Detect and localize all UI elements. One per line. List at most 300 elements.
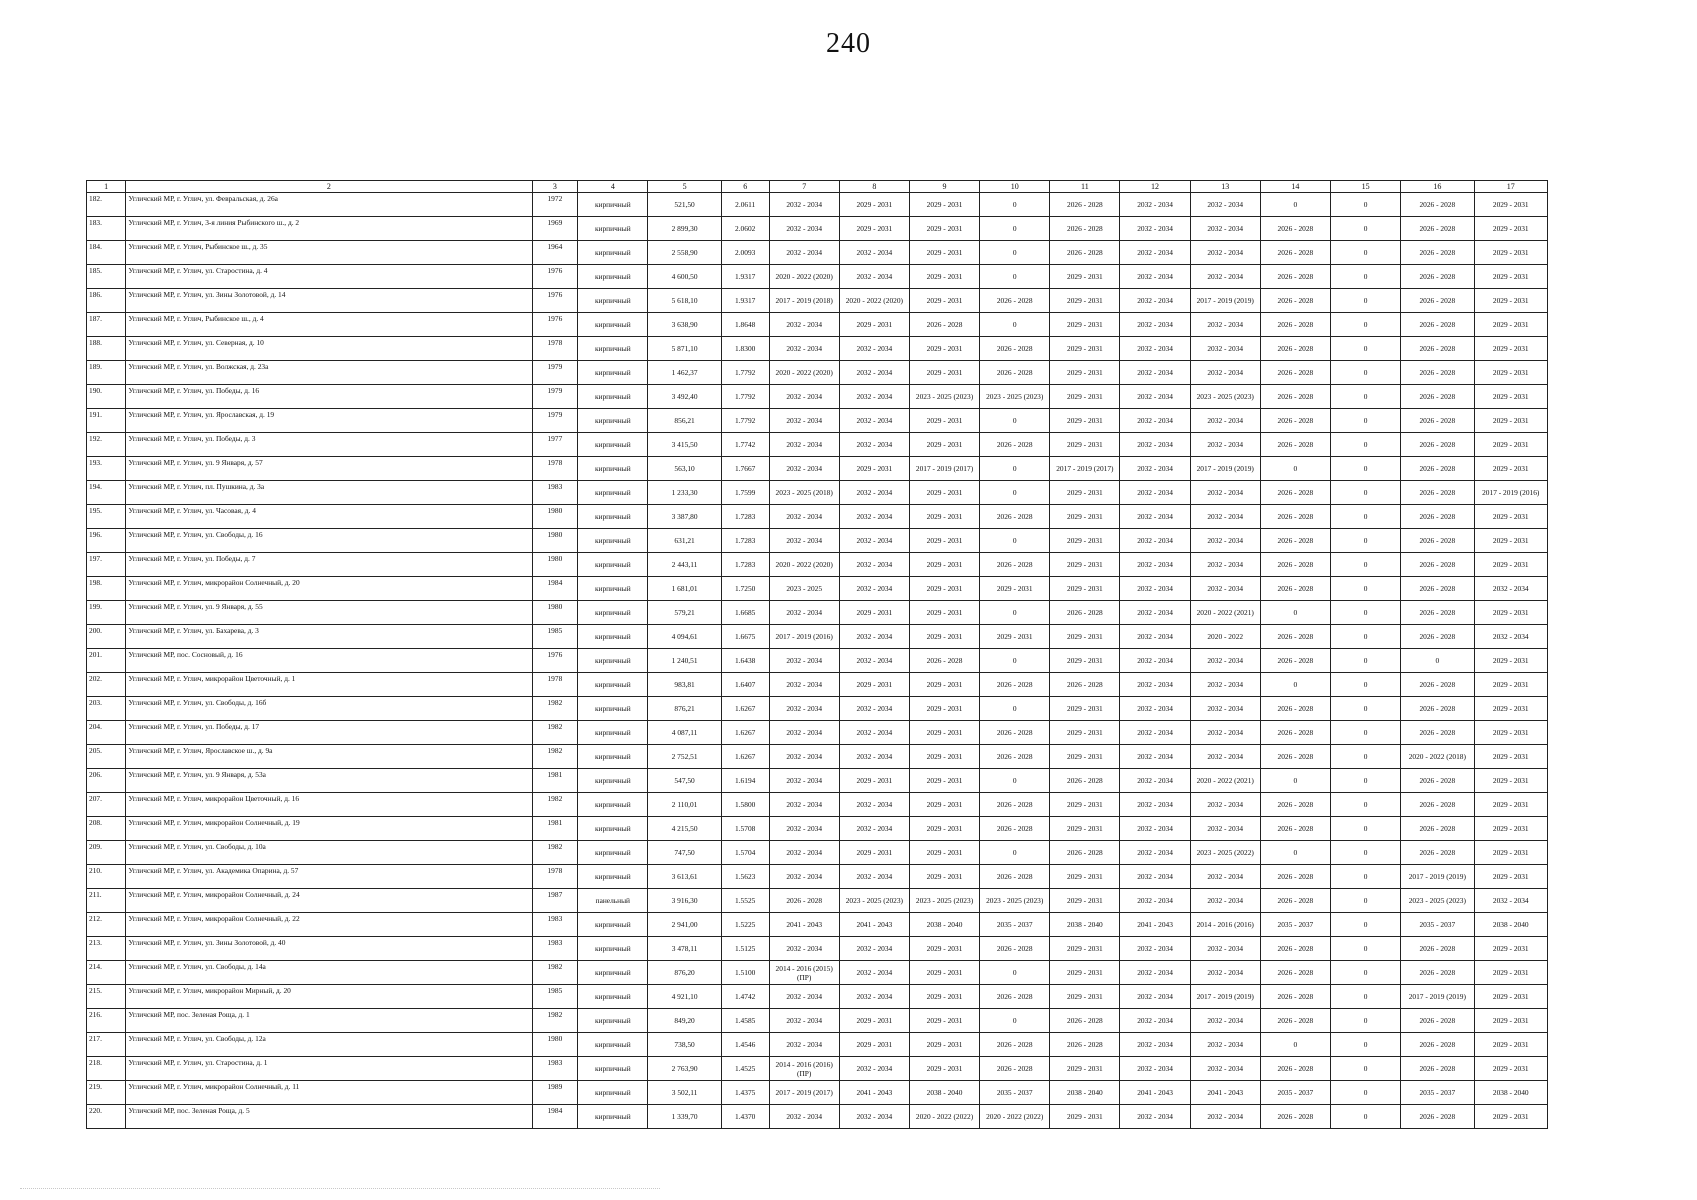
cell-period-11: 2026 - 2028 bbox=[1050, 673, 1120, 697]
cell-period-16: 2026 - 2028 bbox=[1401, 217, 1474, 241]
cell-period-10: 2029 - 2031 bbox=[980, 577, 1050, 601]
cell-period-16: 2026 - 2028 bbox=[1401, 817, 1474, 841]
cell-period-9: 2029 - 2031 bbox=[909, 241, 979, 265]
cell-period-15: 0 bbox=[1330, 865, 1400, 889]
cell-build-year: 1981 bbox=[532, 769, 578, 793]
cell-period-7: 2041 - 2043 bbox=[769, 913, 839, 937]
cell-period-12: 2041 - 2043 bbox=[1120, 913, 1190, 937]
cell-coefficient: 1.7792 bbox=[721, 385, 769, 409]
cell-period-7: 2032 - 2034 bbox=[769, 241, 839, 265]
cell-period-11: 2029 - 2031 bbox=[1050, 313, 1120, 337]
cell-area: 3 916,30 bbox=[648, 889, 721, 913]
cell-period-14: 2026 - 2028 bbox=[1260, 313, 1330, 337]
cell-address: Угличский МР, г. Углич, ул. Свободы, д. 10а bbox=[126, 841, 532, 865]
cell-period-10: 0 bbox=[980, 961, 1050, 985]
cell-area: 4 921,10 bbox=[648, 985, 721, 1009]
cell-period-17: 2038 - 2040 bbox=[1474, 1081, 1547, 1105]
cell-period-10: 0 bbox=[980, 697, 1050, 721]
cell-period-15: 0 bbox=[1330, 217, 1400, 241]
cell-period-15: 0 bbox=[1330, 1033, 1400, 1057]
column-header: 15 bbox=[1330, 181, 1400, 193]
cell-period-14: 2026 - 2028 bbox=[1260, 985, 1330, 1009]
cell-address: Угличский МР, г. Углич, ул. Победы, д. 16 bbox=[126, 385, 532, 409]
cell-period-9: 2026 - 2028 bbox=[909, 649, 979, 673]
column-header: 1 bbox=[87, 181, 126, 193]
cell-address: Угличский МР, г. Углич, Рыбинское ш., д. 4 bbox=[126, 313, 532, 337]
cell-period-16: 2026 - 2028 bbox=[1401, 769, 1474, 793]
cell-period-17: 2029 - 2031 bbox=[1474, 505, 1547, 529]
cell-period-8: 2029 - 2031 bbox=[839, 217, 909, 241]
cell-build-year: 1982 bbox=[532, 961, 578, 985]
cell-area: 5 618,10 bbox=[648, 289, 721, 313]
cell-period-11: 2029 - 2031 bbox=[1050, 889, 1120, 913]
cell-wall-material: кирпичный bbox=[578, 841, 648, 865]
table-row bbox=[87, 961, 1548, 985]
cell-period-14: 2026 - 2028 bbox=[1260, 937, 1330, 961]
cell-period-10: 0 bbox=[980, 313, 1050, 337]
cell-period-10: 0 bbox=[980, 529, 1050, 553]
cell-coefficient: 1.5704 bbox=[721, 841, 769, 865]
cell-period-14: 2026 - 2028 bbox=[1260, 529, 1330, 553]
cell-build-year: 1980 bbox=[532, 529, 578, 553]
cell-period-15: 0 bbox=[1330, 481, 1400, 505]
cell-period-14: 0 bbox=[1260, 673, 1330, 697]
cell-period-9: 2029 - 2031 bbox=[909, 961, 979, 985]
cell-period-12: 2032 - 2034 bbox=[1120, 817, 1190, 841]
cell-period-14: 2026 - 2028 bbox=[1260, 625, 1330, 649]
table-row bbox=[87, 673, 1548, 697]
cell-period-7: 2020 - 2022 (2020) bbox=[769, 361, 839, 385]
cell-area: 4 215,50 bbox=[648, 817, 721, 841]
cell-period-14: 2026 - 2028 bbox=[1260, 649, 1330, 673]
cell-period-8: 2032 - 2034 bbox=[839, 937, 909, 961]
cell-period-7: 2032 - 2034 bbox=[769, 217, 839, 241]
cell-period-17: 2038 - 2040 bbox=[1474, 913, 1547, 937]
cell-period-17: 2029 - 2031 bbox=[1474, 937, 1547, 961]
cell-coefficient: 2.0093 bbox=[721, 241, 769, 265]
cell-period-16: 2026 - 2028 bbox=[1401, 457, 1474, 481]
cell-period-13: 2032 - 2034 bbox=[1190, 241, 1260, 265]
cell-period-17: 2029 - 2031 bbox=[1474, 553, 1547, 577]
cell-period-9: 2038 - 2040 bbox=[909, 1081, 979, 1105]
cell-period-12: 2032 - 2034 bbox=[1120, 217, 1190, 241]
cell-period-11: 2029 - 2031 bbox=[1050, 433, 1120, 457]
cell-wall-material: кирпичный bbox=[578, 1057, 648, 1081]
cell-period-15: 0 bbox=[1330, 409, 1400, 433]
cell-row-number: 210. bbox=[87, 865, 126, 889]
cell-row-number: 197. bbox=[87, 553, 126, 577]
cell-coefficient: 1.5708 bbox=[721, 817, 769, 841]
cell-period-9: 2029 - 2031 bbox=[909, 865, 979, 889]
cell-period-15: 0 bbox=[1330, 313, 1400, 337]
cell-period-13: 2017 - 2019 (2019) bbox=[1190, 289, 1260, 313]
cell-period-7: 2020 - 2022 (2020) bbox=[769, 553, 839, 577]
cell-period-17: 2029 - 2031 bbox=[1474, 361, 1547, 385]
cell-wall-material: кирпичный bbox=[578, 481, 648, 505]
cell-wall-material: кирпичный bbox=[578, 1033, 648, 1057]
cell-period-9: 2029 - 2031 bbox=[909, 361, 979, 385]
cell-period-16: 2023 - 2025 (2023) bbox=[1401, 889, 1474, 913]
cell-period-16: 2026 - 2028 bbox=[1401, 625, 1474, 649]
cell-wall-material: кирпичный bbox=[578, 817, 648, 841]
cell-address: Угличский МР, г. Углич, ул. Февральская, д. 26а bbox=[126, 193, 532, 217]
cell-period-13: 2032 - 2034 bbox=[1190, 649, 1260, 673]
cell-address: Угличский МР, г. Углич, ул. Старостина, д. 1 bbox=[126, 1057, 532, 1081]
cell-address: Угличский МР, г. Углич, ул. Победы, д. 17 bbox=[126, 721, 532, 745]
cell-coefficient: 1.6267 bbox=[721, 745, 769, 769]
cell-wall-material: кирпичный bbox=[578, 721, 648, 745]
cell-address: Угличский МР, г. Углич, ул. Свободы, д. 12а bbox=[126, 1033, 532, 1057]
cell-period-14: 2026 - 2028 bbox=[1260, 721, 1330, 745]
table-row bbox=[87, 601, 1548, 625]
cell-period-8: 2032 - 2034 bbox=[839, 337, 909, 361]
cell-period-8: 2032 - 2034 bbox=[839, 721, 909, 745]
cell-period-17: 2029 - 2031 bbox=[1474, 1033, 1547, 1057]
cell-row-number: 207. bbox=[87, 793, 126, 817]
cell-coefficient: 1.6194 bbox=[721, 769, 769, 793]
cell-period-17: 2029 - 2031 bbox=[1474, 985, 1547, 1009]
cell-period-11: 2029 - 2031 bbox=[1050, 985, 1120, 1009]
cell-period-16: 2017 - 2019 (2019) bbox=[1401, 985, 1474, 1009]
cell-period-15: 0 bbox=[1330, 985, 1400, 1009]
cell-period-13: 2023 - 2025 (2022) bbox=[1190, 841, 1260, 865]
cell-period-15: 0 bbox=[1330, 841, 1400, 865]
cell-period-7: 2032 - 2034 bbox=[769, 433, 839, 457]
cell-period-12: 2032 - 2034 bbox=[1120, 985, 1190, 1009]
cell-address: Угличский МР, г. Углич, пл. Пушкина, д. 3а bbox=[126, 481, 532, 505]
cell-coefficient: 1.4370 bbox=[721, 1105, 769, 1129]
cell-area: 547,50 bbox=[648, 769, 721, 793]
table-row bbox=[87, 817, 1548, 841]
cell-area: 876,21 bbox=[648, 697, 721, 721]
cell-period-7: 2032 - 2034 bbox=[769, 841, 839, 865]
cell-coefficient: 1.6407 bbox=[721, 673, 769, 697]
cell-period-17: 2029 - 2031 bbox=[1474, 865, 1547, 889]
cell-period-8: 2032 - 2034 bbox=[839, 697, 909, 721]
cell-period-12: 2032 - 2034 bbox=[1120, 193, 1190, 217]
cell-wall-material: кирпичный bbox=[578, 865, 648, 889]
cell-address: Угличский МР, г. Углич, микрорайон Солнечный, д. 24 bbox=[126, 889, 532, 913]
cell-wall-material: кирпичный bbox=[578, 457, 648, 481]
column-header: 14 bbox=[1260, 181, 1330, 193]
cell-period-15: 0 bbox=[1330, 817, 1400, 841]
cell-build-year: 1980 bbox=[532, 553, 578, 577]
cell-period-13: 2032 - 2034 bbox=[1190, 217, 1260, 241]
cell-period-8: 2032 - 2034 bbox=[839, 409, 909, 433]
cell-area: 563,10 bbox=[648, 457, 721, 481]
cell-period-11: 2029 - 2031 bbox=[1050, 553, 1120, 577]
cell-period-12: 2032 - 2034 bbox=[1120, 721, 1190, 745]
cell-address: Угличский МР, пос. Сосновый, д. 16 bbox=[126, 649, 532, 673]
cell-coefficient: 1.6685 bbox=[721, 601, 769, 625]
cell-period-7: 2032 - 2034 bbox=[769, 529, 839, 553]
cell-wall-material: кирпичный bbox=[578, 649, 648, 673]
cell-period-7: 2023 - 2025 bbox=[769, 577, 839, 601]
cell-period-8: 2029 - 2031 bbox=[839, 841, 909, 865]
cell-period-16: 2026 - 2028 bbox=[1401, 1033, 1474, 1057]
cell-period-10: 2026 - 2028 bbox=[980, 817, 1050, 841]
cell-period-10: 2026 - 2028 bbox=[980, 361, 1050, 385]
cell-period-17: 2029 - 2031 bbox=[1474, 697, 1547, 721]
cell-period-8: 2032 - 2034 bbox=[839, 1057, 909, 1081]
cell-period-17: 2029 - 2031 bbox=[1474, 961, 1547, 985]
cell-period-11: 2017 - 2019 (2017) bbox=[1050, 457, 1120, 481]
cell-period-10: 2026 - 2028 bbox=[980, 865, 1050, 889]
cell-area: 4 087,11 bbox=[648, 721, 721, 745]
cell-period-11: 2029 - 2031 bbox=[1050, 697, 1120, 721]
cell-period-16: 2026 - 2028 bbox=[1401, 409, 1474, 433]
table-row bbox=[87, 409, 1548, 433]
cell-period-9: 2029 - 2031 bbox=[909, 265, 979, 289]
table-row bbox=[87, 529, 1548, 553]
column-header: 2 bbox=[126, 181, 532, 193]
cell-period-15: 0 bbox=[1330, 649, 1400, 673]
column-header: 10 bbox=[980, 181, 1050, 193]
cell-period-14: 2026 - 2028 bbox=[1260, 361, 1330, 385]
cell-period-8: 2032 - 2034 bbox=[839, 361, 909, 385]
cell-period-9: 2029 - 2031 bbox=[909, 841, 979, 865]
cell-period-10: 2026 - 2028 bbox=[980, 1057, 1050, 1081]
cell-period-15: 0 bbox=[1330, 721, 1400, 745]
cell-period-11: 2026 - 2028 bbox=[1050, 241, 1120, 265]
cell-build-year: 1985 bbox=[532, 985, 578, 1009]
cell-build-year: 1989 bbox=[532, 1081, 578, 1105]
cell-build-year: 1985 bbox=[532, 625, 578, 649]
cell-period-14: 2026 - 2028 bbox=[1260, 817, 1330, 841]
cell-period-14: 2026 - 2028 bbox=[1260, 217, 1330, 241]
cell-period-10: 0 bbox=[980, 649, 1050, 673]
cell-build-year: 1979 bbox=[532, 361, 578, 385]
cell-period-9: 2029 - 2031 bbox=[909, 433, 979, 457]
cell-period-15: 0 bbox=[1330, 673, 1400, 697]
cell-row-number: 204. bbox=[87, 721, 126, 745]
cell-wall-material: кирпичный bbox=[578, 673, 648, 697]
cell-period-13: 2032 - 2034 bbox=[1190, 721, 1260, 745]
cell-period-8: 2029 - 2031 bbox=[839, 1033, 909, 1057]
cell-period-7: 2032 - 2034 bbox=[769, 337, 839, 361]
cell-row-number: 201. bbox=[87, 649, 126, 673]
cell-period-16: 2026 - 2028 bbox=[1401, 337, 1474, 361]
cell-build-year: 1980 bbox=[532, 601, 578, 625]
cell-period-8: 2041 - 2043 bbox=[839, 1081, 909, 1105]
cell-period-8: 2032 - 2034 bbox=[839, 625, 909, 649]
cell-build-year: 1983 bbox=[532, 481, 578, 505]
cell-period-13: 2032 - 2034 bbox=[1190, 745, 1260, 769]
cell-period-13: 2032 - 2034 bbox=[1190, 1057, 1260, 1081]
cell-period-16: 2026 - 2028 bbox=[1401, 313, 1474, 337]
cell-coefficient: 1.5225 bbox=[721, 913, 769, 937]
table-row bbox=[87, 649, 1548, 673]
cell-address: Угличский МР, г. Углич, микрорайон Солнечный, д. 19 bbox=[126, 817, 532, 841]
cell-period-15: 0 bbox=[1330, 937, 1400, 961]
cell-period-15: 0 bbox=[1330, 265, 1400, 289]
cell-period-13: 2020 - 2022 (2021) bbox=[1190, 769, 1260, 793]
table-row bbox=[87, 913, 1548, 937]
cell-period-12: 2032 - 2034 bbox=[1120, 313, 1190, 337]
cell-period-8: 2032 - 2034 bbox=[839, 481, 909, 505]
cell-row-number: 192. bbox=[87, 433, 126, 457]
cell-row-number: 209. bbox=[87, 841, 126, 865]
cell-period-17: 2032 - 2034 bbox=[1474, 625, 1547, 649]
cell-period-12: 2041 - 2043 bbox=[1120, 1081, 1190, 1105]
cell-period-7: 2017 - 2019 (2016) bbox=[769, 625, 839, 649]
cell-period-8: 2032 - 2034 bbox=[839, 793, 909, 817]
cell-coefficient: 1.4742 bbox=[721, 985, 769, 1009]
cell-row-number: 190. bbox=[87, 385, 126, 409]
cell-row-number: 216. bbox=[87, 1009, 126, 1033]
cell-period-17: 2017 - 2019 (2016) bbox=[1474, 481, 1547, 505]
cell-area: 849,20 bbox=[648, 1009, 721, 1033]
cell-period-7: 2032 - 2034 bbox=[769, 601, 839, 625]
cell-period-16: 2026 - 2028 bbox=[1401, 265, 1474, 289]
cell-period-8: 2032 - 2034 bbox=[839, 865, 909, 889]
cell-wall-material: кирпичный bbox=[578, 937, 648, 961]
cell-build-year: 1982 bbox=[532, 841, 578, 865]
cell-period-14: 2026 - 2028 bbox=[1260, 337, 1330, 361]
table-row bbox=[87, 481, 1548, 505]
cell-period-12: 2032 - 2034 bbox=[1120, 553, 1190, 577]
cell-row-number: 184. bbox=[87, 241, 126, 265]
cell-period-10: 0 bbox=[980, 241, 1050, 265]
table-row bbox=[87, 937, 1548, 961]
cell-period-7: 2032 - 2034 bbox=[769, 409, 839, 433]
column-header: 4 bbox=[578, 181, 648, 193]
cell-coefficient: 1.7792 bbox=[721, 361, 769, 385]
cell-period-13: 2032 - 2034 bbox=[1190, 313, 1260, 337]
cell-period-11: 2029 - 2031 bbox=[1050, 289, 1120, 313]
cell-period-10: 2026 - 2028 bbox=[980, 721, 1050, 745]
cell-period-12: 2032 - 2034 bbox=[1120, 961, 1190, 985]
cell-period-16: 2026 - 2028 bbox=[1401, 673, 1474, 697]
cell-period-9: 2023 - 2025 (2023) bbox=[909, 889, 979, 913]
cell-wall-material: кирпичный bbox=[578, 1081, 648, 1105]
cell-period-7: 2026 - 2028 bbox=[769, 889, 839, 913]
table-row bbox=[87, 1105, 1548, 1129]
cell-period-9: 2029 - 2031 bbox=[909, 625, 979, 649]
cell-address: Угличский МР, г. Углич, ул. Ярославская, д. 19 bbox=[126, 409, 532, 433]
cell-area: 3 502,11 bbox=[648, 1081, 721, 1105]
column-header: 12 bbox=[1120, 181, 1190, 193]
cell-build-year: 1982 bbox=[532, 697, 578, 721]
cell-period-13: 2032 - 2034 bbox=[1190, 481, 1260, 505]
cell-area: 4 600,50 bbox=[648, 265, 721, 289]
cell-build-year: 1983 bbox=[532, 913, 578, 937]
cell-period-16: 2026 - 2028 bbox=[1401, 577, 1474, 601]
cell-period-14: 0 bbox=[1260, 841, 1330, 865]
cell-period-11: 2029 - 2031 bbox=[1050, 481, 1120, 505]
cell-period-12: 2032 - 2034 bbox=[1120, 889, 1190, 913]
cell-area: 521,50 bbox=[648, 193, 721, 217]
cell-period-15: 0 bbox=[1330, 1057, 1400, 1081]
cell-area: 2 763,90 bbox=[648, 1057, 721, 1081]
cell-period-11: 2026 - 2028 bbox=[1050, 1009, 1120, 1033]
cell-coefficient: 1.5525 bbox=[721, 889, 769, 913]
cell-period-14: 2026 - 2028 bbox=[1260, 865, 1330, 889]
cell-period-10: 0 bbox=[980, 409, 1050, 433]
cell-period-9: 2029 - 2031 bbox=[909, 1033, 979, 1057]
table-row bbox=[87, 265, 1548, 289]
cell-period-8: 2029 - 2031 bbox=[839, 313, 909, 337]
cell-period-10: 0 bbox=[980, 193, 1050, 217]
cell-period-11: 2029 - 2031 bbox=[1050, 865, 1120, 889]
cell-period-16: 2026 - 2028 bbox=[1401, 697, 1474, 721]
cell-area: 2 558,90 bbox=[648, 241, 721, 265]
cell-period-15: 0 bbox=[1330, 625, 1400, 649]
cell-period-7: 2032 - 2034 bbox=[769, 457, 839, 481]
cell-area: 738,50 bbox=[648, 1033, 721, 1057]
cell-period-15: 0 bbox=[1330, 601, 1400, 625]
cell-period-7: 2032 - 2034 bbox=[769, 1105, 839, 1129]
cell-address: Угличский МР, г. Углич, 3-я линия Рыбинского ш., д. 2 bbox=[126, 217, 532, 241]
cell-coefficient: 1.6438 bbox=[721, 649, 769, 673]
cell-row-number: 187. bbox=[87, 313, 126, 337]
cell-wall-material: кирпичный bbox=[578, 625, 648, 649]
cell-row-number: 208. bbox=[87, 817, 126, 841]
cell-coefficient: 1.9317 bbox=[721, 265, 769, 289]
cell-period-12: 2032 - 2034 bbox=[1120, 337, 1190, 361]
cell-row-number: 203. bbox=[87, 697, 126, 721]
cell-area: 3 492,40 bbox=[648, 385, 721, 409]
cell-address: Угличский МР, г. Углич, ул. Волжская, д. 23а bbox=[126, 361, 532, 385]
cell-period-10: 0 bbox=[980, 457, 1050, 481]
cell-period-17: 2029 - 2031 bbox=[1474, 217, 1547, 241]
table-row bbox=[87, 1081, 1548, 1105]
cell-address: Угличский МР, г. Углич, ул. Зины Золотовой, д. 14 bbox=[126, 289, 532, 313]
cell-build-year: 1976 bbox=[532, 649, 578, 673]
column-header: 6 bbox=[721, 181, 769, 193]
cell-period-9: 2029 - 2031 bbox=[909, 481, 979, 505]
cell-wall-material: кирпичный bbox=[578, 265, 648, 289]
cell-address: Угличский МР, г. Углич, ул. 9 Января, д. 57 bbox=[126, 457, 532, 481]
cell-wall-material: кирпичный bbox=[578, 505, 648, 529]
cell-period-15: 0 bbox=[1330, 385, 1400, 409]
cell-build-year: 1978 bbox=[532, 673, 578, 697]
cell-period-12: 2032 - 2034 bbox=[1120, 529, 1190, 553]
cell-period-7: 2032 - 2034 bbox=[769, 721, 839, 745]
cell-wall-material: кирпичный bbox=[578, 745, 648, 769]
cell-build-year: 1980 bbox=[532, 505, 578, 529]
cell-coefficient: 1.5800 bbox=[721, 793, 769, 817]
cell-period-10: 2026 - 2028 bbox=[980, 937, 1050, 961]
cell-period-15: 0 bbox=[1330, 529, 1400, 553]
cell-period-7: 2032 - 2034 bbox=[769, 313, 839, 337]
cell-period-10: 2026 - 2028 bbox=[980, 745, 1050, 769]
cell-area: 1 681,01 bbox=[648, 577, 721, 601]
cell-period-8: 2032 - 2034 bbox=[839, 529, 909, 553]
cell-period-12: 2032 - 2034 bbox=[1120, 433, 1190, 457]
cell-period-10: 2020 - 2022 (2022) bbox=[980, 1105, 1050, 1129]
cell-period-9: 2029 - 2031 bbox=[909, 1057, 979, 1081]
cell-period-13: 2032 - 2034 bbox=[1190, 889, 1260, 913]
cell-period-12: 2032 - 2034 bbox=[1120, 601, 1190, 625]
cell-build-year: 1977 bbox=[532, 433, 578, 457]
cell-wall-material: кирпичный bbox=[578, 385, 648, 409]
cell-address: Угличский МР, г. Углич, ул. Бахарева, д. 3 bbox=[126, 625, 532, 649]
cell-period-17: 2029 - 2031 bbox=[1474, 265, 1547, 289]
cell-coefficient: 1.6267 bbox=[721, 697, 769, 721]
cell-address: Угличский МР, г. Углич, микрорайон Мирный, д. 20 bbox=[126, 985, 532, 1009]
column-header: 8 bbox=[839, 181, 909, 193]
cell-period-9: 2017 - 2019 (2017) bbox=[909, 457, 979, 481]
cell-wall-material: кирпичный bbox=[578, 361, 648, 385]
cell-build-year: 1982 bbox=[532, 745, 578, 769]
cell-period-8: 2032 - 2034 bbox=[839, 553, 909, 577]
cell-row-number: 212. bbox=[87, 913, 126, 937]
table-row bbox=[87, 769, 1548, 793]
cell-period-9: 2029 - 2031 bbox=[909, 985, 979, 1009]
cell-period-16: 2026 - 2028 bbox=[1401, 841, 1474, 865]
cell-period-17: 2029 - 2031 bbox=[1474, 241, 1547, 265]
